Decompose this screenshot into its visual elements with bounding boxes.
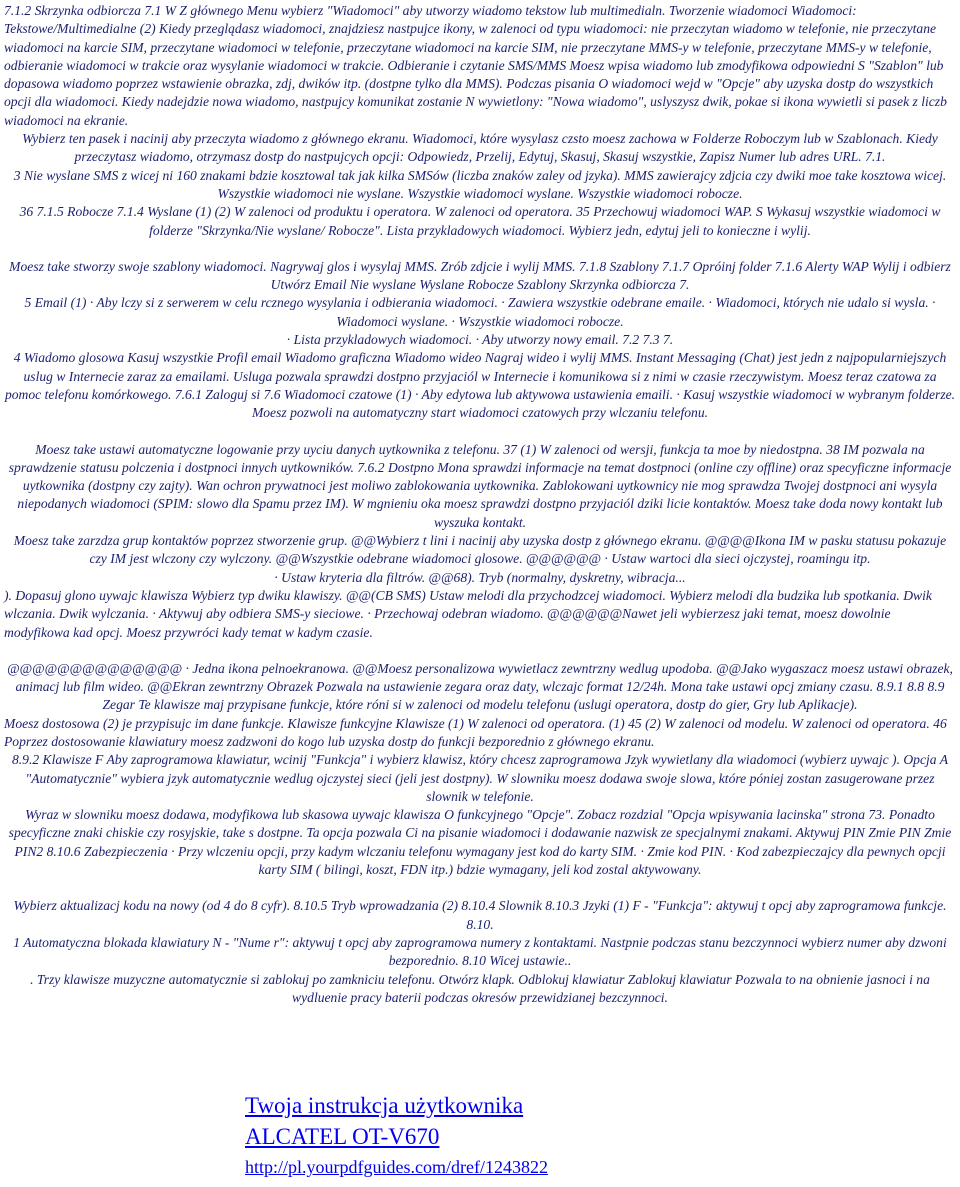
paragraph: 3 Nie wyslane SMS z wicej ni 160 znakami bdzie kosztowal tak jak kilka SMSów (liczba znaków zaley od jzyka). MMS zawierajcy zdjcia czy dwiki moe take kosztowa wicej. Wszystkie wiadomoci nie wyslane. Wszystkie wiadomoci wyslane. Wszystkie wiadomoci robocze. xyxy=(13,167,947,201)
paragraph: 5 Email (1) · Aby lczy si z serwerem w celu rcznego wysylania i odbierania wiadomoci. · Zawiera wszystkie odebrane emaile. · Wiadomoci, których nie udalo si wysla. · Wiadomoci wyslane. · Wszystkie wiadomoci robocze. xyxy=(24,295,936,329)
user-manual-title-link[interactable]: Twoja instrukcja użytkownika xyxy=(245,1093,524,1118)
paragraph: 8.9.2 Klawisze F Aby zaprogramowa klawiatur, wcinij "Funkcja" i wybierz klawisz, który chcesz zaprogramowa Jzyk wywietlany dla wiadomoci (wybierz uywajc ). Opcja A "Automatycznie" wybiera jzyk automatycznie wedlug ojczystej sieci (jeli jest dostpny). W slowniku moesz dodawa swoje slowa, które póniej zostan zasugerowane przez slownik w telefonie. xyxy=(11,752,949,804)
paragraph: . Trzy klawisze muzyczne automatycznie si zablokuj po zamkniciu telefonu. Otwórz klapk. Odblokuj klawiatur Zablokuj klawiatur Pozwala to na obnienie jasnoci i na wydluenie pracy baterii podczas okresów przewidzianej bezczynnoci. xyxy=(30,971,930,1005)
paragraph: Wybierz ten pasek i nacinij aby przeczyta wiadomo z głównego ekranu. Wiadomoci, które wysylasz czsto moesz zachowa w Folderze Roboczym lub w Szablonach. Kiedy przeczytasz wiadomo, otrzymasz dostp do nastpujcych opcji: Odpowiedz, Przelij, Edytuj, Skasuj, Skasuj wszystkie, Zapisz Numer lub adres URL. 7.1. xyxy=(22,131,938,165)
paragraph: Moesz dostosowa (2) je przypisujc im dane funkcje. Klawisze funkcyjne Klawisze (1) W zalenoci od operatora. (1) 45 (2) W zalenoci od modelu. W zalenoci od operatora. 46 Poprzez dostosowanie klawiatury moesz zadzwoni do kogo lub uzyska dostp do funkcji bezporednio z głównego ekranu. xyxy=(4,715,947,749)
paragraph: 4 Wiadomo glosowa Kasuj wszystkie Profil email Wiadomo graficzna Wiadomo wideo Nagraj wideo i wylij MMS. Instant Messaging (Chat) jest jedn z najpopularniejszych uslug w Internecie zaraz za emailami. Usluga pozwala sprawdzi dostpno przyjaciól w Internecie i komunikowa si z nimi w czasie rzeczywistym. Moesz teraz czatowa za pomoc telefonu komórkowego. 7.6.1 Zaloguj si 7.6 Wiadomoci czatowe (1) · Aby edytowa lub aktywowa ustawienia emaili. · Kasuj wszystkie wiadomoci w wybranym folderze. Moesz pozwoli na automatyczny start wiadomoci czatowych przy wlczaniu telefonu. xyxy=(4,350,956,421)
paragraph: 7.1.2 Skrzynka odbiorcza 7.1 W Z głównego Menu wybierz "Wiadomoci" aby utworzy wiadomo tekstow lub multimedialn. Tworzenie wiadomoci Wiadomoci: Tekstowe/Multimedialne (2) Kiedy przeglądasz wiadomoci, znajdziesz nastpujce ikony, w zalenoci od typu wiadomoci: nie przeczytan wiadomo w telefonie, nie przeczytane wiadomoci na karcie SIM, przeczytane wiadomoci w telefonie, przeczytane wiadomoci na karcie SIM, nie przeczytane MMS-y w telefonie, przeczytane MMS-y w telefonie, odbieranie wiadomoci w trakcie oraz wysylanie wiadomoci w trakcie. Odbieranie i czytanie SMS/MMS Moesz wpisa wiadomo lub zmodyfikowa odpowiedni S "Szablon" lub dopasowa wiadomo poprzez wstawienie obrazka, zdj, dwików itp. (dostpne tylko dla MMS). Podczas pisania O wiadomoci wejd w "Opcje" aby uzyska dostp do wszystkich opcji dla wiadomoci. Kiedy nadejdzie nowa wiadomo, nastpujcy komunikat zostanie N wywietlony: "Nowa wiadomo", uslyszysz dwik, pokae si ikona wywietli si pasek z liczb wiadomoci na ekranie. xyxy=(4,3,947,128)
paragraph: Moesz take stworzy swoje szablony wiadomoci. Nagrywaj glos i wysylaj MMS. Zrób zdjcie i wylij MMS. 7.1.8 Szablony 7.1.7 Opróinj folder 7.1.6 Alerty WAP Wylij i odbierz Utwórz Email Nie wyslane Wyslane Robocze Szablony Skrzynka odbiorcza 7. xyxy=(9,258,951,293)
paragraph: ). Dopasuj glono uywajc klawisza Wybierz typ dwiku klawiszy. @@(CB SMS) Ustaw melodi dla przychodzcej wiadomoci. Wybierz melodi dla budzika lub spotkania. Dwik wlczania. Dwik wylczania. · Aktywuj aby odbiera SMS-y sieciowe. · Przechowaj odebran wiadomo. @@@@@@Nawet jeli wybierzesz jaki temat, moesz dowolnie modyfikowa kad opcj. Moesz przywróci kady temat w kadym czasie. xyxy=(4,587,932,640)
source-url-link[interactable]: http://pl.yourpdfguides.com/dref/1243822 xyxy=(245,1157,548,1177)
paragraph: · Ustaw kryteria dla filtrów. @@68). Tryb (normalny, dyskretny, wibracja... xyxy=(274,569,686,585)
paragraph: Moesz take zarzdza grup kontaktów poprzez stworzenie grup. @@Wybierz t lini i nacinij aby uzyska dostp z głównego ekranu. @@@@Ikona IM w pasku statusu pokazuje czy IM jest wlczony czy wylczony. @@Wszystkie odebrane wiadomoci glosowe. @@@@@@ · Ustaw wartoci dla sieci ojczystej, roamingu itp. xyxy=(13,533,947,567)
document-body xyxy=(4,2,956,1007)
footer-links xyxy=(245,1091,548,1181)
device-model-link[interactable]: ALCATEL OT-V670 xyxy=(245,1124,440,1149)
paragraph: Wybierz aktualizacj kodu na nowy (od 4 do 8 cyfr). 8.10.5 Tryb wprowadzania (2) 8.10.4 Slownik 8.10.3 Jzyki (1) F - "Funkcja": aktywuj t opcj aby zaprogramowa funkcje. 8.10. xyxy=(13,898,947,932)
paragraph: @@@@@@@@@@@@@@ · Jedna ikona pelnoekranowa. @@Moesz personalizowa wywietlacz zewntrzny wedlug upodoba. @@Jako wygaszacz moesz ustawi obrazek, animacj lub film wideo. @@Ekran zewntrzny Obrazek Pozwala na ustawienie zegara oraz daty, wlczajc format 12/24h. Mona take ustawi opcj zmiany czasu. 8.9.1 8.8 8.9 Zegar Te klawisze maj przypisane funkcje, które róni si w zalenoci od modelu telefonu (uslugi operatora, dostp do gier, Gry lub Aplikacje). xyxy=(7,660,953,713)
paragraph: 36 7.1.5 Robocze 7.1.4 Wyslane (1) (2) W zalenoci od produktu i operatora. W zalenoci od operatora. 35 Przechowuj wiadomoci WAP. S Wykasuj wszystkie wiadomoci w folderze "Skrzynka/Nie wyslane/ Robocze". Lista przykladowych wiadomoci. Wybierz jedn, edytuj jeli to konieczne i wylij. xyxy=(19,204,941,238)
paragraph: Moesz take ustawi automatyczne logowanie przy uyciu danych uytkownika z telefonu. 37 (1) W zalenoci od wersji, funkcja ta moe by niedostpna. 38 IM pozwala na sprawdzenie statusu polczenia i dostpnoci innych uytkowników. 7.6.2 Dostpno Mona sprawdzi informacje na temat dostpnoci (online czy offline) oraz specyficzne informacje uytkownika (dostpny czy zajty). Wan ochron prywatnoci jest moliwo zablokowania uytkownika. Zablokowani uytkownicy nie mog sprawdza Twojej dostpnoci ani wysyla niepodanych wiadomoci (SPIM: slowo dla Spamu przez IM). W mgnieniu oka moesz sprawdzi dostpno przyjaciól dziki licie kontaktów. Moesz take doda nowy kontakt lub wyszuka kontakt. xyxy=(8,441,952,530)
paragraph: 1 Automatyczna blokada klawiatury N - "Nume r": aktywuj t opcj aby zaprogramowa numery z kontaktami. Nastpnie podczas stanu bezczynnoci wybierz numer aby dzwoni bezporednio. 8.10 Wicej ustawie.. xyxy=(13,934,947,969)
paragraph: Wyraz w slowniku moesz dodawa, modyfikowa lub skasowa uywajc klawisza O funkcyjnego "Opcje". Zobacz rozdzial "Opcja wpisywania lacinska" strona 73. Ponadto specyficzne znaki chiskie czy rosyjskie, take s dostpne. Ta opcja pozwala Ci na pisanie wiadomoci i dodawanie nazwisk ze specjalnymi znakami. Aktywuj PIN Zmie PIN Zmie PIN2 8.10.6 Zabezpieczenia · Przy wlczeniu opcji, przy kadym wlczaniu telefonu wymagany jest kod do karty SIM. · Zmie kod PIN. · Kod zabezpieczajcy dla pewnych opcji karty SIM ( bilingi, koszt, FDN itp.) bdzie wymagany, jeli kod zostal aktywowany. xyxy=(8,807,952,878)
paragraph: · Lista przykladowych wiadomoci. · Aby utworzy nowy email. 7.2 7.3 7. xyxy=(286,332,674,348)
